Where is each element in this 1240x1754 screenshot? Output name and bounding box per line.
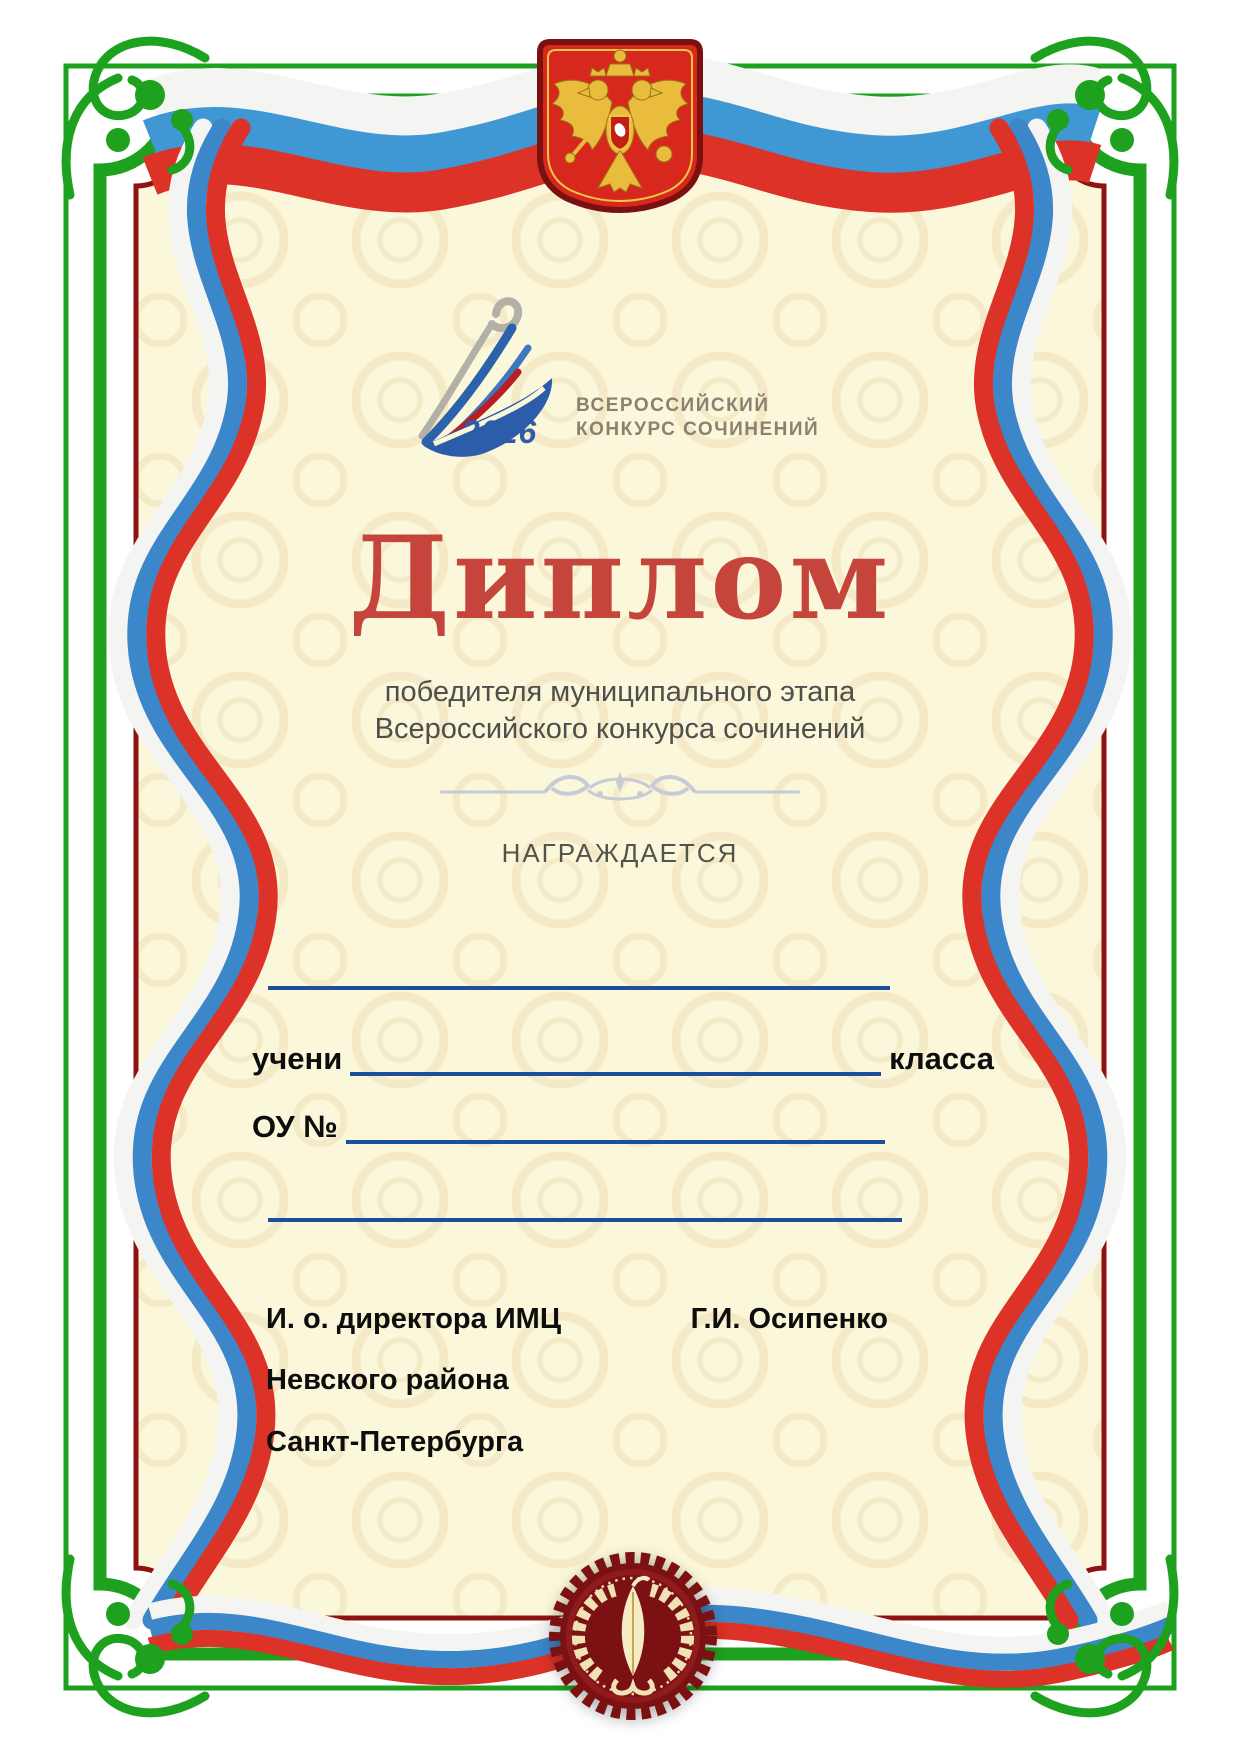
fill-line-extra	[268, 1218, 902, 1222]
school-number-row	[252, 1106, 893, 1144]
signer-position-line2: Невского района	[266, 1364, 509, 1396]
diploma-title: Диплом	[348, 511, 892, 645]
logo-org-name	[576, 394, 819, 442]
diploma-subtitle	[0, 674, 1240, 748]
logo-org-line2: КОНКУРС СОЧИНЕНИЙ	[576, 419, 820, 440]
subtitle-line1: победителя муниципального этапа	[384, 676, 856, 708]
school-prefix-label: ОУ №	[252, 1109, 338, 1144]
fill-line-name	[268, 986, 890, 990]
fill-line-student	[350, 1038, 881, 1076]
awarded-label: НАГРАЖДАЕТСЯ	[501, 838, 739, 868]
contest-logo	[400, 288, 820, 478]
class-suffix-label: класса	[889, 1041, 994, 1076]
signer-position-line3: Санкт-Петербурга	[266, 1426, 524, 1458]
signature-row	[266, 1303, 888, 1336]
student-prefix-label: учени	[252, 1041, 343, 1076]
signer-name: Г.И. Осипенко	[690, 1303, 888, 1335]
subtitle-line2: Всероссийского конкурса сочинений	[374, 713, 866, 745]
student-class-row	[252, 1038, 994, 1076]
logo-org-line1: ВСЕРОССИЙСКИЙ	[576, 395, 770, 416]
logo-year: 2016	[462, 414, 538, 450]
fill-line-school	[346, 1106, 885, 1144]
signer-position-line1: И. о. директора ИМЦ	[266, 1303, 561, 1335]
wax-seal-icon	[545, 1548, 721, 1724]
